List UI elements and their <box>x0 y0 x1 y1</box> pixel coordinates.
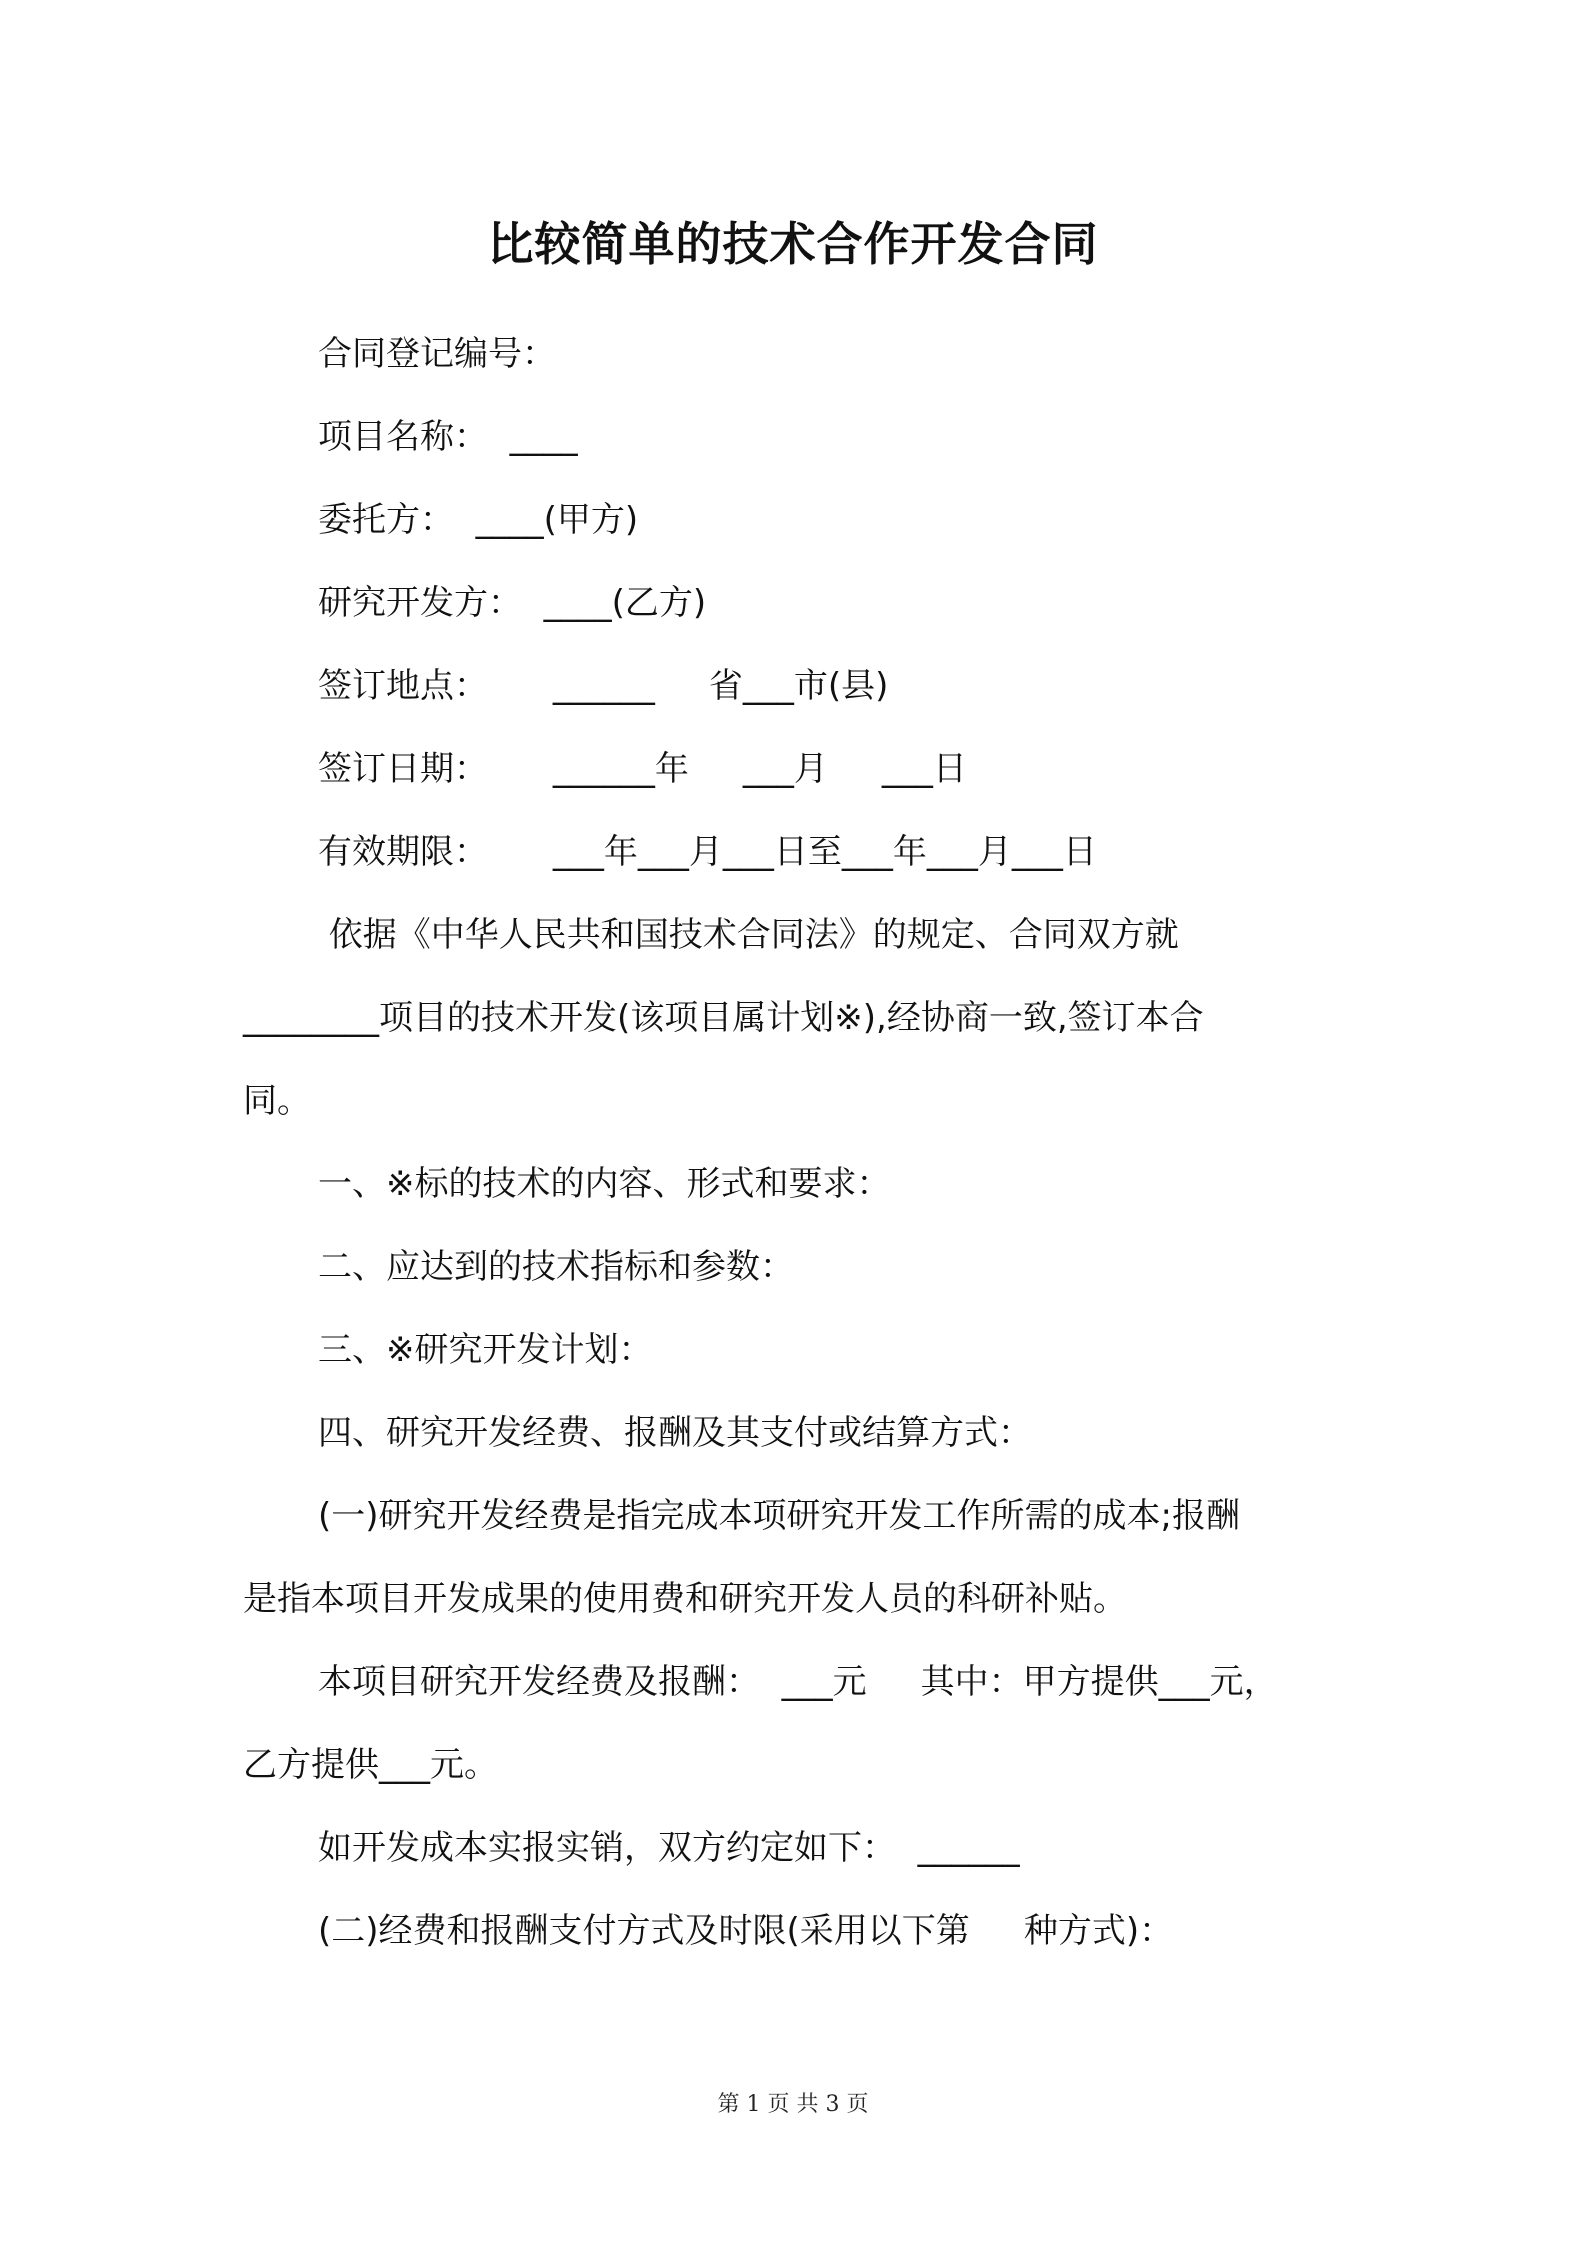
contract-registration-number: 合同登记编号： <box>318 334 556 374</box>
section-1-heading: 一、※标的技术的内容、形式和要求： <box>318 1164 891 1204</box>
client-party-field: 委托方： ____(甲方) <box>318 500 639 540</box>
preamble-line-2: ________项目的技术开发(该项目属计划※),经协商一致,签订本合 <box>243 998 1204 1038</box>
cost-reimbursement-line: 如开发成本实报实销，双方约定如下： ______ <box>318 1828 1020 1868</box>
funding-definition-line-1: (一)研究开发经费是指完成本项研究开发工作所需的成本;报酬 <box>318 1496 1240 1536</box>
page-number-footer: 第 1 页 共 3 页 <box>717 2092 869 2117</box>
preamble-line-1: 依据《中华人民共和国技术合同法》的规定、合同双方就 <box>318 915 1179 955</box>
funding-amount-line-2: 乙方提供___元。 <box>243 1745 498 1785</box>
section-4-heading: 四、研究开发经费、报酬及其支付或结算方式： <box>318 1413 1032 1453</box>
funding-definition-line-2: 是指本项目开发成果的使用费和研究开发人员的科研补贴。 <box>243 1579 1127 1619</box>
validity-period-field: 有效期限： ___年___月___日至___年___月___日 <box>318 832 1097 872</box>
payment-method-line: (二)经费和报酬支付方式及时限(采用以下第 种方式)： <box>318 1911 1174 1951</box>
section-2-heading: 二、应达到的技术指标和参数： <box>318 1247 794 1287</box>
signing-date-field: 签订日期： ______年 ___月 ___日 <box>318 749 967 789</box>
section-3-heading: 三、※研究开发计划： <box>318 1330 653 1370</box>
preamble-line-3: 同。 <box>243 1081 311 1121</box>
document-title: 比较简单的技术合作开发合同 <box>487 217 1099 271</box>
developer-party-field: 研究开发方： ____(乙方) <box>318 583 707 623</box>
project-name-field: 项目名称： ____ <box>318 417 578 457</box>
funding-amount-line-1: 本项目研究开发经费及报酬： ___元 其中：甲方提供___元， <box>318 1662 1278 1702</box>
signing-place-field: 签订地点： ______ 省___市(县) <box>318 666 889 706</box>
